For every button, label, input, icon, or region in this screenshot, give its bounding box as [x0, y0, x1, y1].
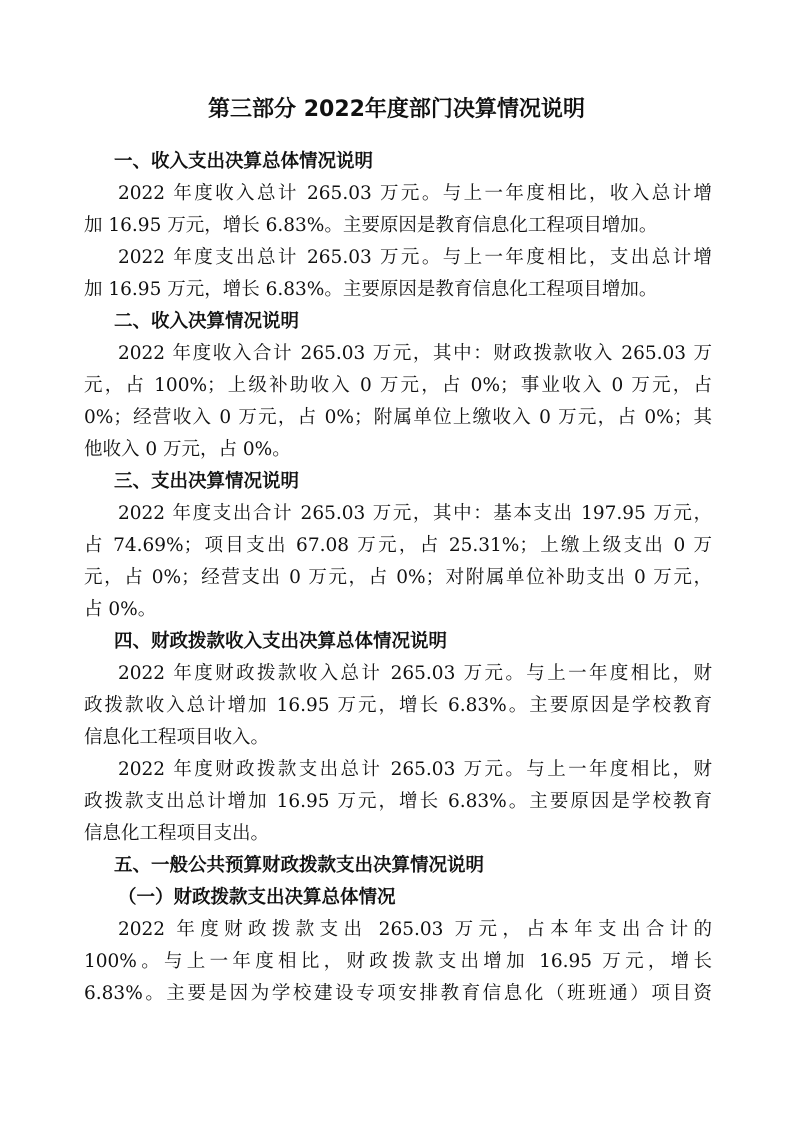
document-body: [84, 146, 712, 1010]
section-heading-1: 一、收入支出决算总体情况说明: [114, 151, 374, 172]
paragraph-line: 100%。与上一年度相比，财政拨款支出增加 16.95 万元，增长: [84, 951, 712, 972]
paragraph-line: 占 0%。: [84, 599, 157, 620]
paragraph-line: 2022 年度财政拨款收入总计 265.03 万元。与上一年度相比，财: [118, 663, 712, 684]
document-title: 第三部分 2022年度部门决算情况说明: [208, 97, 585, 122]
paragraph-line: 2022 年度支出总计 265.03 万元。与上一年度相比，支出总计增: [118, 247, 712, 268]
paragraph-line: 2022 年度财政拨款支出总计 265.03 万元。与上一年度相比，财: [118, 759, 712, 780]
paragraph-line: 2022 年度收入总计 265.03 万元。与上一年度相比，收入总计增: [118, 183, 712, 204]
paragraph-2-1: [84, 338, 712, 466]
paragraph-line: 2022 年度支出合计 265.03 万元，其中：基本支出 197.95 万元，: [118, 503, 712, 524]
section-heading-4: 四、财政拨款收入支出决算总体情况说明: [114, 631, 448, 652]
section-heading-2: 二、收入决算情况说明: [114, 311, 300, 332]
paragraph-3-1: [84, 498, 712, 626]
paragraph-4-1: [84, 658, 712, 754]
paragraph-line: 信息化工程项目收入。: [84, 727, 270, 748]
paragraph-line: 0%；经营收入 0 万元，占 0%；附属单位上缴收入 0 万元，占 0%；其: [84, 407, 712, 428]
paragraph-line: 元，占 100%；上级补助收入 0 万元，占 0%；事业收入 0 万元，占: [84, 375, 712, 396]
section-heading-5: 五、一般公共预算财政拨款支出决算情况说明: [114, 855, 485, 876]
paragraph-line: 2022 年度收入合计 265.03 万元，其中：财政拨款收入 265.03 万: [118, 343, 712, 364]
paragraph-line: 他收入 0 万元，占 0%。: [84, 439, 291, 460]
paragraph-line: 元，占 0%；经营支出 0 万元，占 0%；对附属单位补助支出 0 万元，: [84, 567, 712, 588]
paragraph-line: 6.83%。主要是因为学校建设专项安排教育信息化（班班通）项目资: [84, 983, 712, 1004]
paragraph-line: 加 16.95 万元，增长 6.83%。主要原因是教育信息化工程项目增加。: [84, 279, 658, 300]
paragraph-5-1: [84, 914, 712, 1010]
paragraph-line: 2022 年度财政拨款支出 265.03 万元，占本年支出合计的: [118, 919, 712, 940]
subsection-heading-5-1: （一）财政拨款支出决算总体情况: [118, 887, 396, 908]
paragraph-4-2: [84, 754, 712, 850]
paragraph-line: 信息化工程项目支出。: [84, 823, 270, 844]
paragraph-1-1: [84, 178, 712, 242]
section-heading-3: 三、支出决算情况说明: [114, 471, 300, 492]
paragraph-line: 占 74.69%；项目支出 67.08 万元，占 25.31%；上缴上级支出 0 万: [84, 535, 712, 556]
paragraph-line: 政拨款支出总计增加 16.95 万元，增长 6.83%。主要原因是学校教育: [84, 791, 712, 812]
paragraph-1-2: [84, 242, 712, 306]
paragraph-line: 加 16.95 万元，增长 6.83%。主要原因是教育信息化工程项目增加。: [84, 215, 658, 236]
paragraph-line: 政拨款收入总计增加 16.95 万元，增长 6.83%。主要原因是学校教育: [84, 695, 712, 716]
